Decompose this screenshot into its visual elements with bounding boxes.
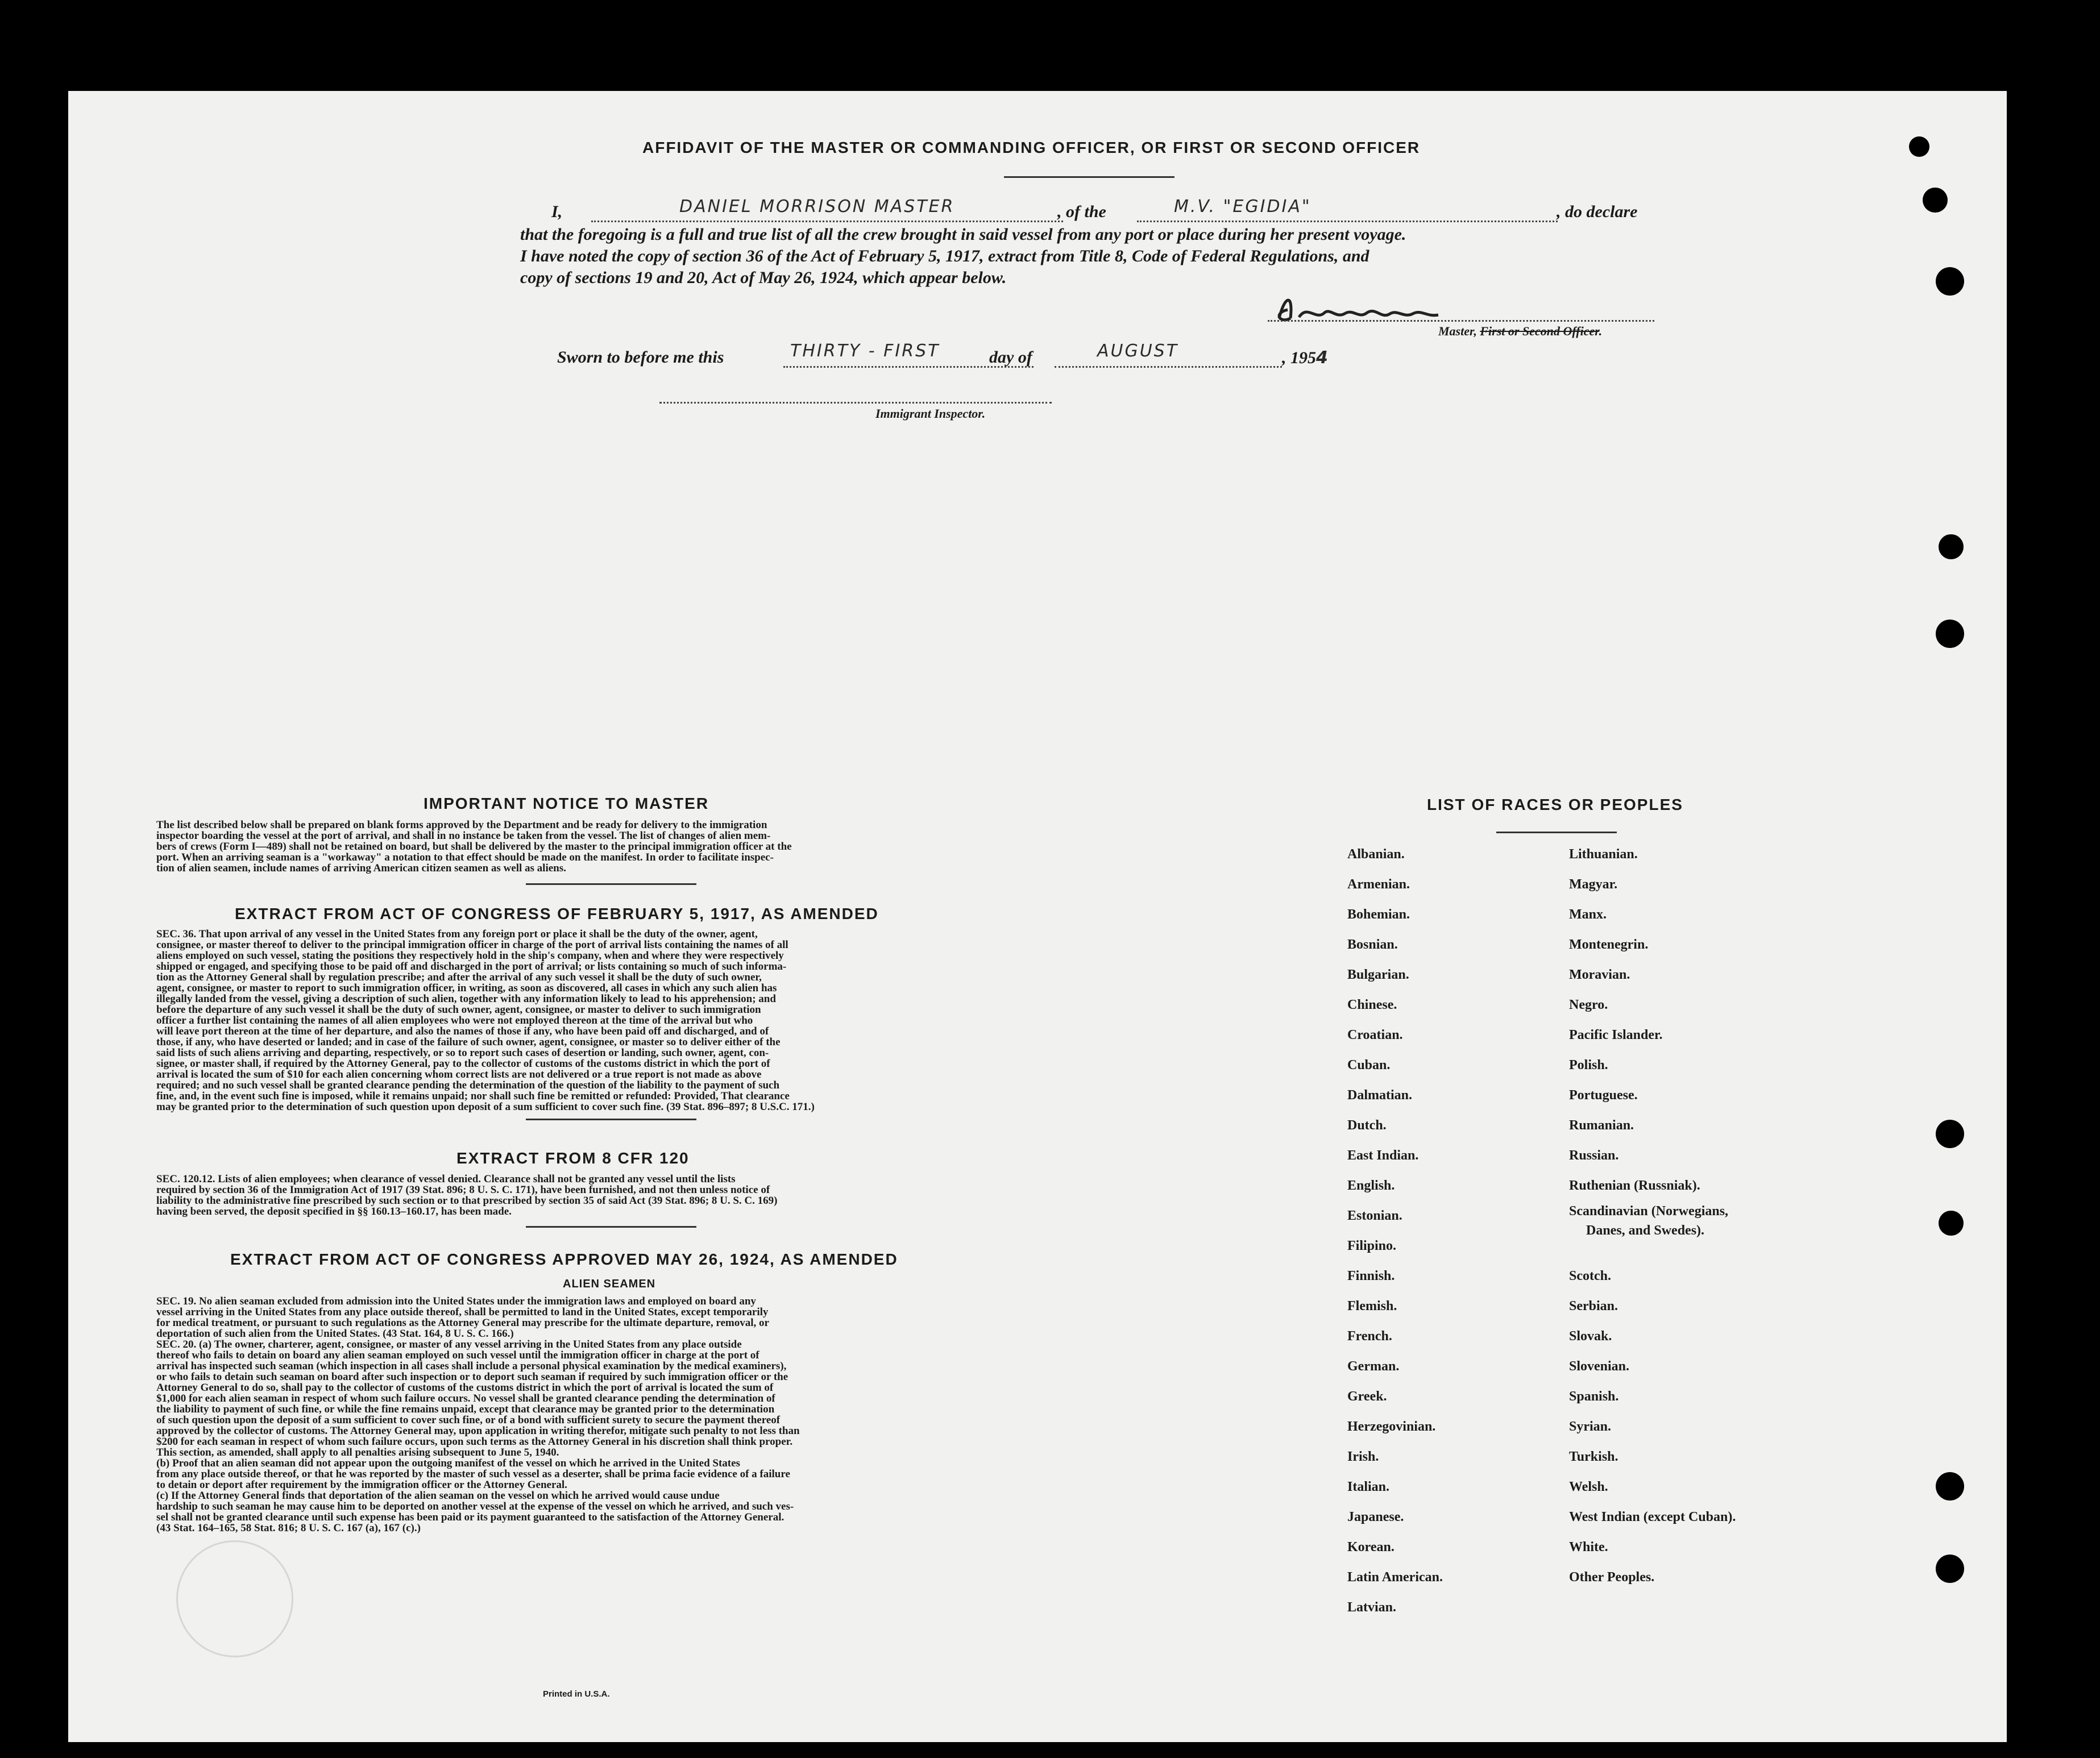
race-item: Serbian.	[1569, 1299, 1618, 1314]
race-item: Slovenian.	[1569, 1359, 1630, 1374]
extract-8cfr-rule	[526, 1226, 696, 1228]
edge-mark	[1909, 136, 1929, 157]
inspector-line	[659, 402, 1052, 404]
race-item: Filipino.	[1347, 1239, 1397, 1253]
master-name: DANIEL MORRISON MASTER	[679, 197, 955, 217]
signature-caption: Master, First or Second Officer.	[1438, 324, 1603, 338]
extract-1917-rule	[526, 1119, 696, 1120]
race-item: English.	[1347, 1178, 1395, 1193]
notice-rule	[526, 883, 696, 885]
faded-stamp	[176, 1540, 293, 1657]
race-item: Negro.	[1569, 998, 1608, 1012]
race-item: Portuguese.	[1569, 1088, 1638, 1103]
race-item: Scandinavian (Norwegians,	[1569, 1204, 1729, 1219]
race-item: Korean.	[1347, 1540, 1395, 1555]
title-rule	[1004, 176, 1174, 178]
extract-1917-text: SEC. 36. That upon arrival of any vessel in the United States from any foreign port or place it shall be the duty of the owner, agent, consignee, or master thereof to deliver to the principal immigration officer in charge of the port of arrival lists containing the names of all aliens employed on such vessel, stating the positions they respectively hold in the ship's company, when and where they were respectively shipped or engaged, and specifying those to be paid off and discharged in the port of arrival; or lists containing so much of such informa- tion as the Attorney General shall by regulation prescribe; and after the arrival of any such vessel it shall be the duty of such owner, agent, consignee, or master to report to such immigration officer, in writing, as soon as discovered, all cases in which any such alien has illegally landed from the vessel, giving a description of such alien, together with any information likely to lead to his apprehension; and before the departure of any such vessel it shall be the duty of such owner, agent, consignee, or master to deliver to such immigration officer a further list containing the names of all alien employees who were not employed thereon at the time of the arrival but who will leave port thereon at the time of her departure, and also the names of those if any, who have been paid off and discharged, and of those, if any, who have deserted or landed; and in case of the failure of such owner, agent, consignee, or master so to deliver either of the said lists of such aliens arriving and departing, respectively, or so to report such cases of desertion or landing, such owner, agent, con- signee, or master shall, if required by the Attorney General, pay to the collector of customs of the customs district in which the port of arrival is located the sum of $10 for each alien concerning whom correct lists are not delivered or a true report is not made as above required; and no such vessel shall be granted clearance pending the determination of the question of the liability to the payment of such fine, and, in the event such fine is imposed, while it remains unpaid; nor shall such fine be remitted or refunded: Provided, That clearance may be granted prior to the determination of such question upon deposit of a sum sufficient to cover such fine. (39 Stat. 896–897; 8 U.S.C. 171.)	[156, 928, 815, 1113]
of-the-label: , of the	[1057, 202, 1106, 221]
race-item: Magyar.	[1569, 877, 1618, 892]
race-item: Dutch.	[1347, 1118, 1387, 1133]
race-item: Danes, and Swedes).	[1586, 1223, 1705, 1238]
race-item: Montenegrin.	[1569, 937, 1649, 952]
signature-line	[1268, 320, 1654, 322]
race-item: Albanian.	[1347, 847, 1405, 862]
race-item: Manx.	[1569, 907, 1607, 922]
race-item: Pacific Islander.	[1569, 1028, 1663, 1042]
race-item: Latvian.	[1347, 1600, 1397, 1615]
race-item: Herzegovinian.	[1347, 1419, 1436, 1434]
race-item: Spanish.	[1569, 1389, 1619, 1404]
inspector-caption: Immigrant Inspector.	[875, 406, 986, 421]
race-item: Croatian.	[1347, 1028, 1403, 1042]
punch-hole	[1936, 620, 1964, 648]
affidavit-text-1: that the foregoing is a full and true list of all the crew brought in said vessel from any port or place during her present voyage.	[520, 225, 1406, 244]
race-item: Syrian.	[1569, 1419, 1612, 1434]
races-rule	[1496, 832, 1617, 833]
race-item: German.	[1347, 1359, 1400, 1374]
edge-mark	[1939, 534, 1964, 559]
punch-hole	[1936, 1120, 1964, 1148]
name-line	[591, 221, 1063, 222]
affidavit-i-label: I,	[551, 202, 563, 221]
race-item: Greek.	[1347, 1389, 1387, 1404]
punch-hole	[1936, 267, 1964, 296]
do-declare-label: , do declare	[1557, 202, 1638, 221]
race-item: Italian.	[1347, 1479, 1390, 1494]
race-item: Welsh.	[1569, 1479, 1608, 1494]
day-of-label: day of	[989, 348, 1032, 367]
race-item: Moravian.	[1569, 967, 1630, 982]
race-item: Flemish.	[1347, 1299, 1397, 1314]
races-title: LIST OF RACES OR PEOPLES	[1427, 796, 1683, 813]
race-item: Russian.	[1569, 1148, 1619, 1163]
race-item: West Indian (except Cuban).	[1569, 1510, 1736, 1524]
race-item: Armenian.	[1347, 877, 1410, 892]
race-item: Lithuanian.	[1569, 847, 1638, 862]
extract-1917-title: EXTRACT FROM ACT OF CONGRESS OF FEBRUARY 5, 1917, AS AMENDED	[235, 905, 879, 922]
sworn-year: , 1954	[1282, 348, 1330, 368]
notice-title: IMPORTANT NOTICE TO MASTER	[424, 795, 709, 812]
race-item: Irish.	[1347, 1449, 1379, 1464]
race-item: Turkish.	[1569, 1449, 1618, 1464]
race-item: East Indian.	[1347, 1148, 1419, 1163]
sworn-day: THIRTY - FIRST	[790, 341, 940, 361]
race-item: Ruthenian (Russniak).	[1569, 1178, 1700, 1193]
extract-1924-subtitle: ALIEN SEAMEN	[563, 1278, 656, 1290]
sworn-label: Sworn to before me this	[557, 348, 724, 367]
race-item: Bulgarian.	[1347, 967, 1409, 982]
race-item: Rumanian.	[1569, 1118, 1634, 1133]
extract-8cfr-title: EXTRACT FROM 8 CFR 120	[456, 1149, 690, 1167]
affidavit-text-2: I have noted the copy of section 36 of the Act of February 5, 1917, extract from Title 8, Code of Federal Regulations, and	[520, 247, 1369, 265]
edge-mark	[1939, 1211, 1964, 1236]
race-item: Estonian.	[1347, 1208, 1402, 1223]
notice-paragraph: The list described below shall be prepared on blank forms approved by the Department and be ready for delivery to the immigration inspector boarding the vessel at the port of arrival, and shall in no instance be taken from the vessel. The list of changes of alien mem- bers of crews (Form I—489) shall not be retained on board, but shall be delivered by the master to the principal immigration officer at the port. When an arriving seaman is a "workaway" a notation to that effect should be made on the manifest. In order to facilitate inspec- tion of alien seamen, include names of arriving American citizen seamen as well as aliens.	[156, 819, 792, 874]
extract-8cfr-text: SEC. 120.12. Lists of alien employees; when clearance of vessel denied. Clearance shall not be granted any vessel until the lists required by section 36 of the Immigration Act of 1917 (39 Stat. 896; 8 U. S. C. 171), have been furnished, and not then unless notice of liability to the administrative fine prescribed by such section or to that prescribed by section 35 of said Act (39 Stat. 896; 8 U. S. C. 169) having been served, the deposit specified in §§ 160.13–160.17, has been made.	[156, 1173, 778, 1217]
punch-hole	[1936, 1472, 1964, 1501]
race-item: Scotch.	[1569, 1269, 1611, 1283]
extract-1924-text: SEC. 19. No alien seaman excluded from admission into the United States under the immigration laws and employed on board any vessel arriving in the United States from any place outside thereof, shall be permitted to land in the United States, except temporarily for medical treatment, or pursuant to such regulations as the Attorney General may prescribe for the ultimate departure, removal, or deportation of such alien from the United States. (43 Stat. 164, 8 U. S. C. 166.) SEC. 20. (a) The owner, charterer, agent, consignee, or master of any vessel arriving in the United States from any place outside thereof who fails to detain on board any alien seaman employed on such vessel until the immigration officer in charge at the port of arrival has inspected such seaman (which inspection in all cases shall include a personal physical examination by the medical examiners), or who fails to detain such seaman on board after such inspection or to deport such seaman if required by such immigration officer or the Attorney General to do so, shall pay to the collector of customs of the customs district in which the port of arrival is located the sum of $1,000 for each alien seaman in respect of whom such failure occurs. No vessel shall be granted clearance pending the determination of the liability to payment of such fine, or while the fine remains unpaid, except that clearance may be granted prior to the determination of such question upon the deposit of a sum sufficient to cover such fine, or of a bond with sufficient surety to secure the payment thereof approved by the collector of customs. The Attorney General may, upon application in writing therefor, mitigate such penalty to not less than $200 for each seaman in respect of whom such failure occurs, upon such terms as the Attorney General in his discretion shall think proper. This section, as amended, shall apply to all penalties arising subsequent to June 5, 1940. (b) Proof that an alien seaman did not appear upon the outgoing manifest of the vessel on which he arrived in the United States from any place outside thereof, or that he was reported by the master of such vessel as a deserter, shall be prima facie evidence of a failure to detain or deport after requirement by the immigration officer or the Attorney General. (c) If the Attorney General finds that deportation of the alien seaman on the vessel on which he arrived would cause undue hardship to such seaman he may cause him to be deported on another vessel at the expense of the vessel on which he arrived, and such ves- sel shall not be granted clearance until such expense has been paid or its payment guaranteed to the satisfaction of the Attorney General. (43 Stat. 164–165, 58 Stat. 816; 8 U. S. C. 167 (a), 167 (c).)	[156, 1295, 800, 1534]
race-item: Finnish.	[1347, 1269, 1395, 1283]
affidavit-text-3: copy of sections 19 and 20, Act of May 26, 1924, which appear below.	[520, 268, 1007, 287]
edge-mark	[1923, 188, 1948, 213]
race-item: Chinese.	[1347, 998, 1397, 1012]
printed-in-usa: Printed in U.S.A.	[543, 1689, 610, 1699]
punch-hole	[1936, 1555, 1964, 1583]
extract-1924-title: EXTRACT FROM ACT OF CONGRESS APPROVED MAY 26, 1924, AS AMENDED	[230, 1250, 898, 1268]
vessel-name: M.V. "EGIDIA"	[1174, 197, 1312, 217]
race-item: Polish.	[1569, 1058, 1608, 1073]
race-item: Japanese.	[1347, 1510, 1404, 1524]
race-item: White.	[1569, 1540, 1608, 1555]
race-item: Bohemian.	[1347, 907, 1410, 922]
sworn-month: AUGUST	[1097, 341, 1179, 361]
document-sheet	[68, 91, 2007, 1742]
month-line	[1055, 366, 1282, 368]
race-item: Slovak.	[1569, 1329, 1612, 1344]
race-item: French.	[1347, 1329, 1392, 1344]
race-item: Bosnian.	[1347, 937, 1398, 952]
race-item: Latin American.	[1347, 1570, 1443, 1585]
race-item: Dalmatian.	[1347, 1088, 1412, 1103]
race-item: Other Peoples.	[1569, 1570, 1655, 1585]
affidavit-title: AFFIDAVIT OF THE MASTER OR COMMANDING OFFICER, OR FIRST OR SECOND OFFICER	[642, 139, 1421, 156]
vessel-line	[1137, 221, 1558, 222]
race-item: Cuban.	[1347, 1058, 1391, 1073]
